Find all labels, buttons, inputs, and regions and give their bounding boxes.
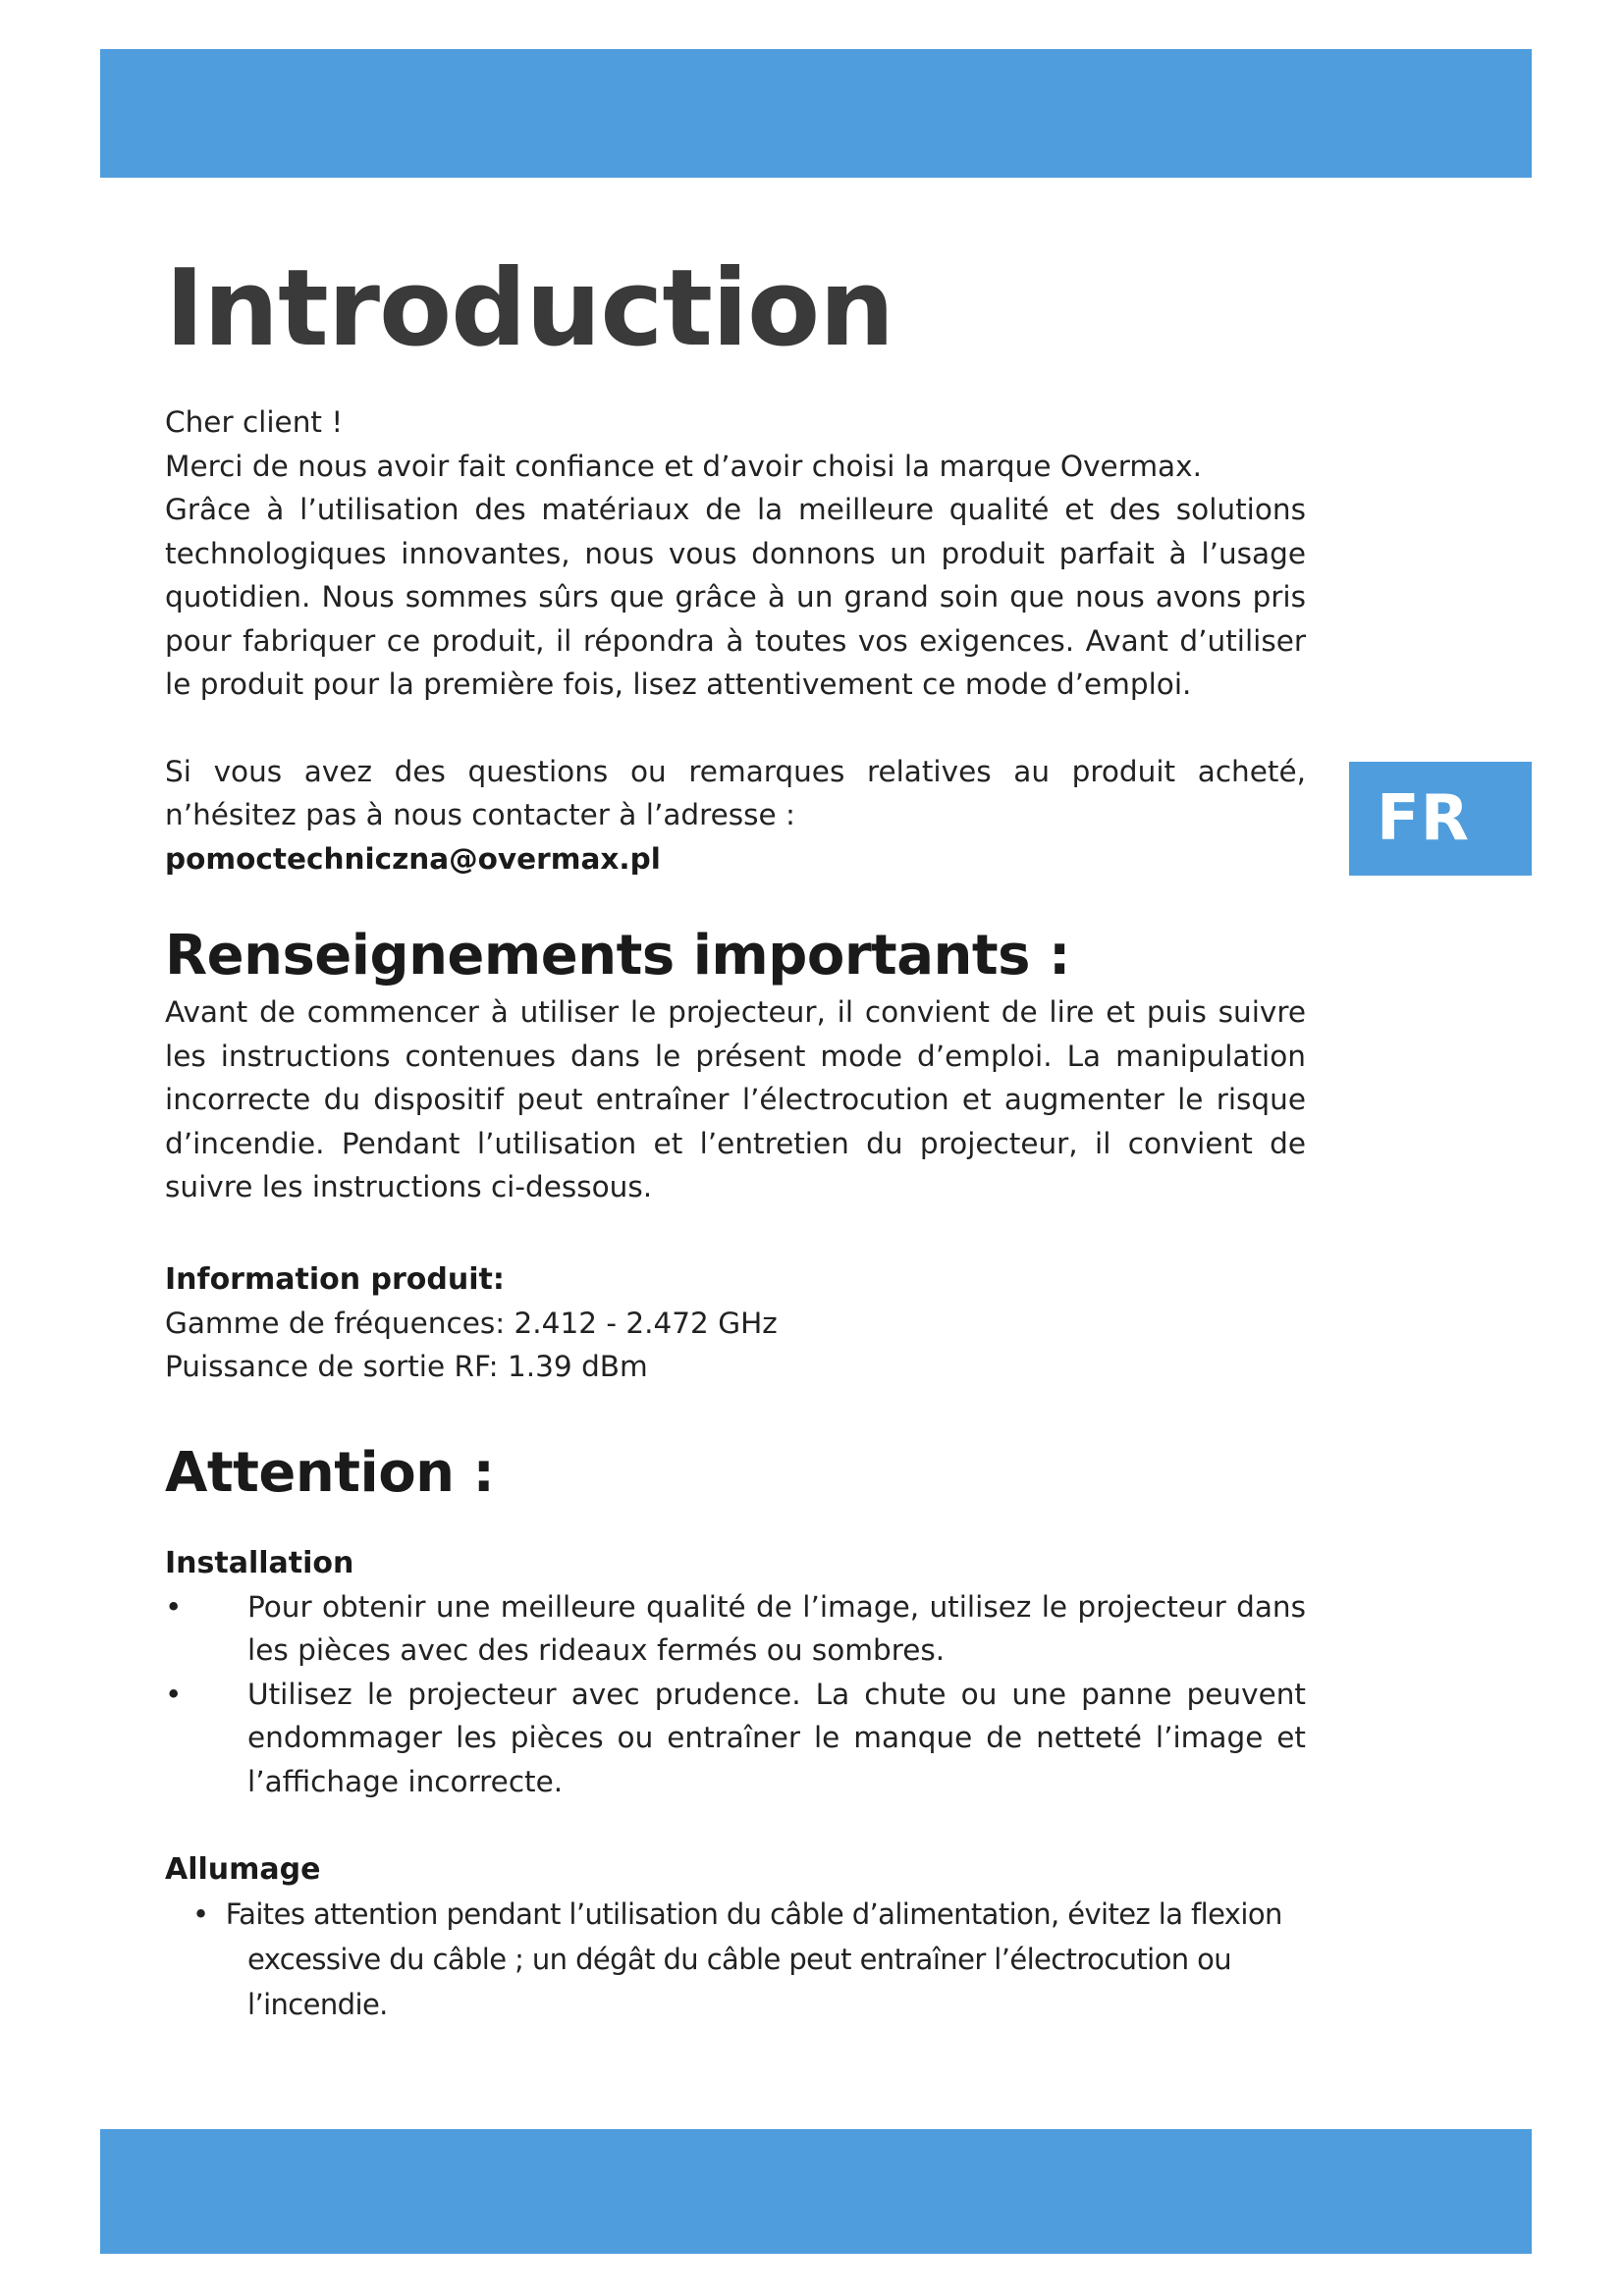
important-body-text: Avant de commencer à utiliser le projecteur, il convient de lire et puis suivre les instructions contenues dans le présent mode d’emploi. La manipulation incorrecte du dispositif peut entraîner l’électrocution et augmenter le risque d’incendie. Pendant l’utilisation et l’entretien du projecteur, il convient de suivre les instructions ci-dessous.: [165, 995, 1306, 1203]
installation-heading: Installation: [165, 1545, 354, 1580]
bullet-icon: •: [165, 1589, 183, 1624]
power-item-line1: [192, 1892, 1306, 1937]
list-item: [165, 1585, 1306, 1673]
installation-item-text: Utilisez le projecteur avec prudence. La chute ou une panne peuvent endommager les pièces ou entraîner le manque de netteté l’image et l’affichage incorrecte.: [247, 1677, 1306, 1798]
installation-item-text: Pour obtenir une meilleure qualité de l’image, utilisez le projecteur dans les pièces avec des rideaux fermés ou sombres.: [247, 1589, 1306, 1667]
power-item-line1-text: Faites attention pendant l’utilisation du câble d’alimentation, évitez la flexion: [225, 1897, 1282, 1931]
product-info-heading: Information produit:: [165, 1261, 505, 1297]
language-tab-fr[interactable]: [1349, 762, 1532, 876]
contact-text: Si vous avez des questions ou remarques relatives au produit acheté, n’hésitez pas à nous contacter à l’adresse :: [165, 754, 1306, 831]
support-email: pomoctechniczna@overmax.pl: [165, 841, 661, 876]
header-band: [100, 49, 1532, 178]
rf-power-text: Puissance de sortie RF: 1.39 dBm: [165, 1350, 648, 1383]
bullet-icon: •: [192, 1897, 209, 1931]
list-item: [165, 1673, 1306, 1804]
intro-body-text: Grâce à l’utilisation des matériaux de la meilleure qualité et des solutions technologiques innovantes, nous vous donnons un produit parfait à l’usage quotidien. Nous sommes sûrs que grâce à un grand soin que nous avons pris pour fabriquer ce produit, il répondra à toutes vos exigences. Avant d’utiliser le produit pour la première fois, lisez attentivement ce mode d’emploi.: [165, 493, 1306, 701]
greeting-text: Cher client !: [165, 405, 344, 439]
footer-band: [100, 2129, 1532, 2254]
power-item-line2: excessive du câble ; un dégât du câble peut entraîner l’électrocution ou l’incendie.: [247, 1943, 1232, 2021]
intro-section: [165, 400, 1306, 881]
frequency-range-text: Gamme de fréquences: 2.412 - 2.472 GHz: [165, 1306, 778, 1340]
page-content: [165, 236, 1306, 2027]
power-heading: Allumage: [165, 1852, 321, 1887]
bullet-icon: •: [165, 1677, 183, 1711]
page-title: Introduction: [165, 247, 894, 370]
attention-heading: Attention :: [165, 1440, 495, 1505]
thanks-text: Merci de nous avoir fait confiance et d’avoir choisi la marque Overmax.: [165, 449, 1202, 483]
list-item: [165, 1892, 1306, 2027]
language-tab-label: FR: [1377, 782, 1470, 855]
important-heading: Renseignements importants :: [165, 924, 1070, 988]
